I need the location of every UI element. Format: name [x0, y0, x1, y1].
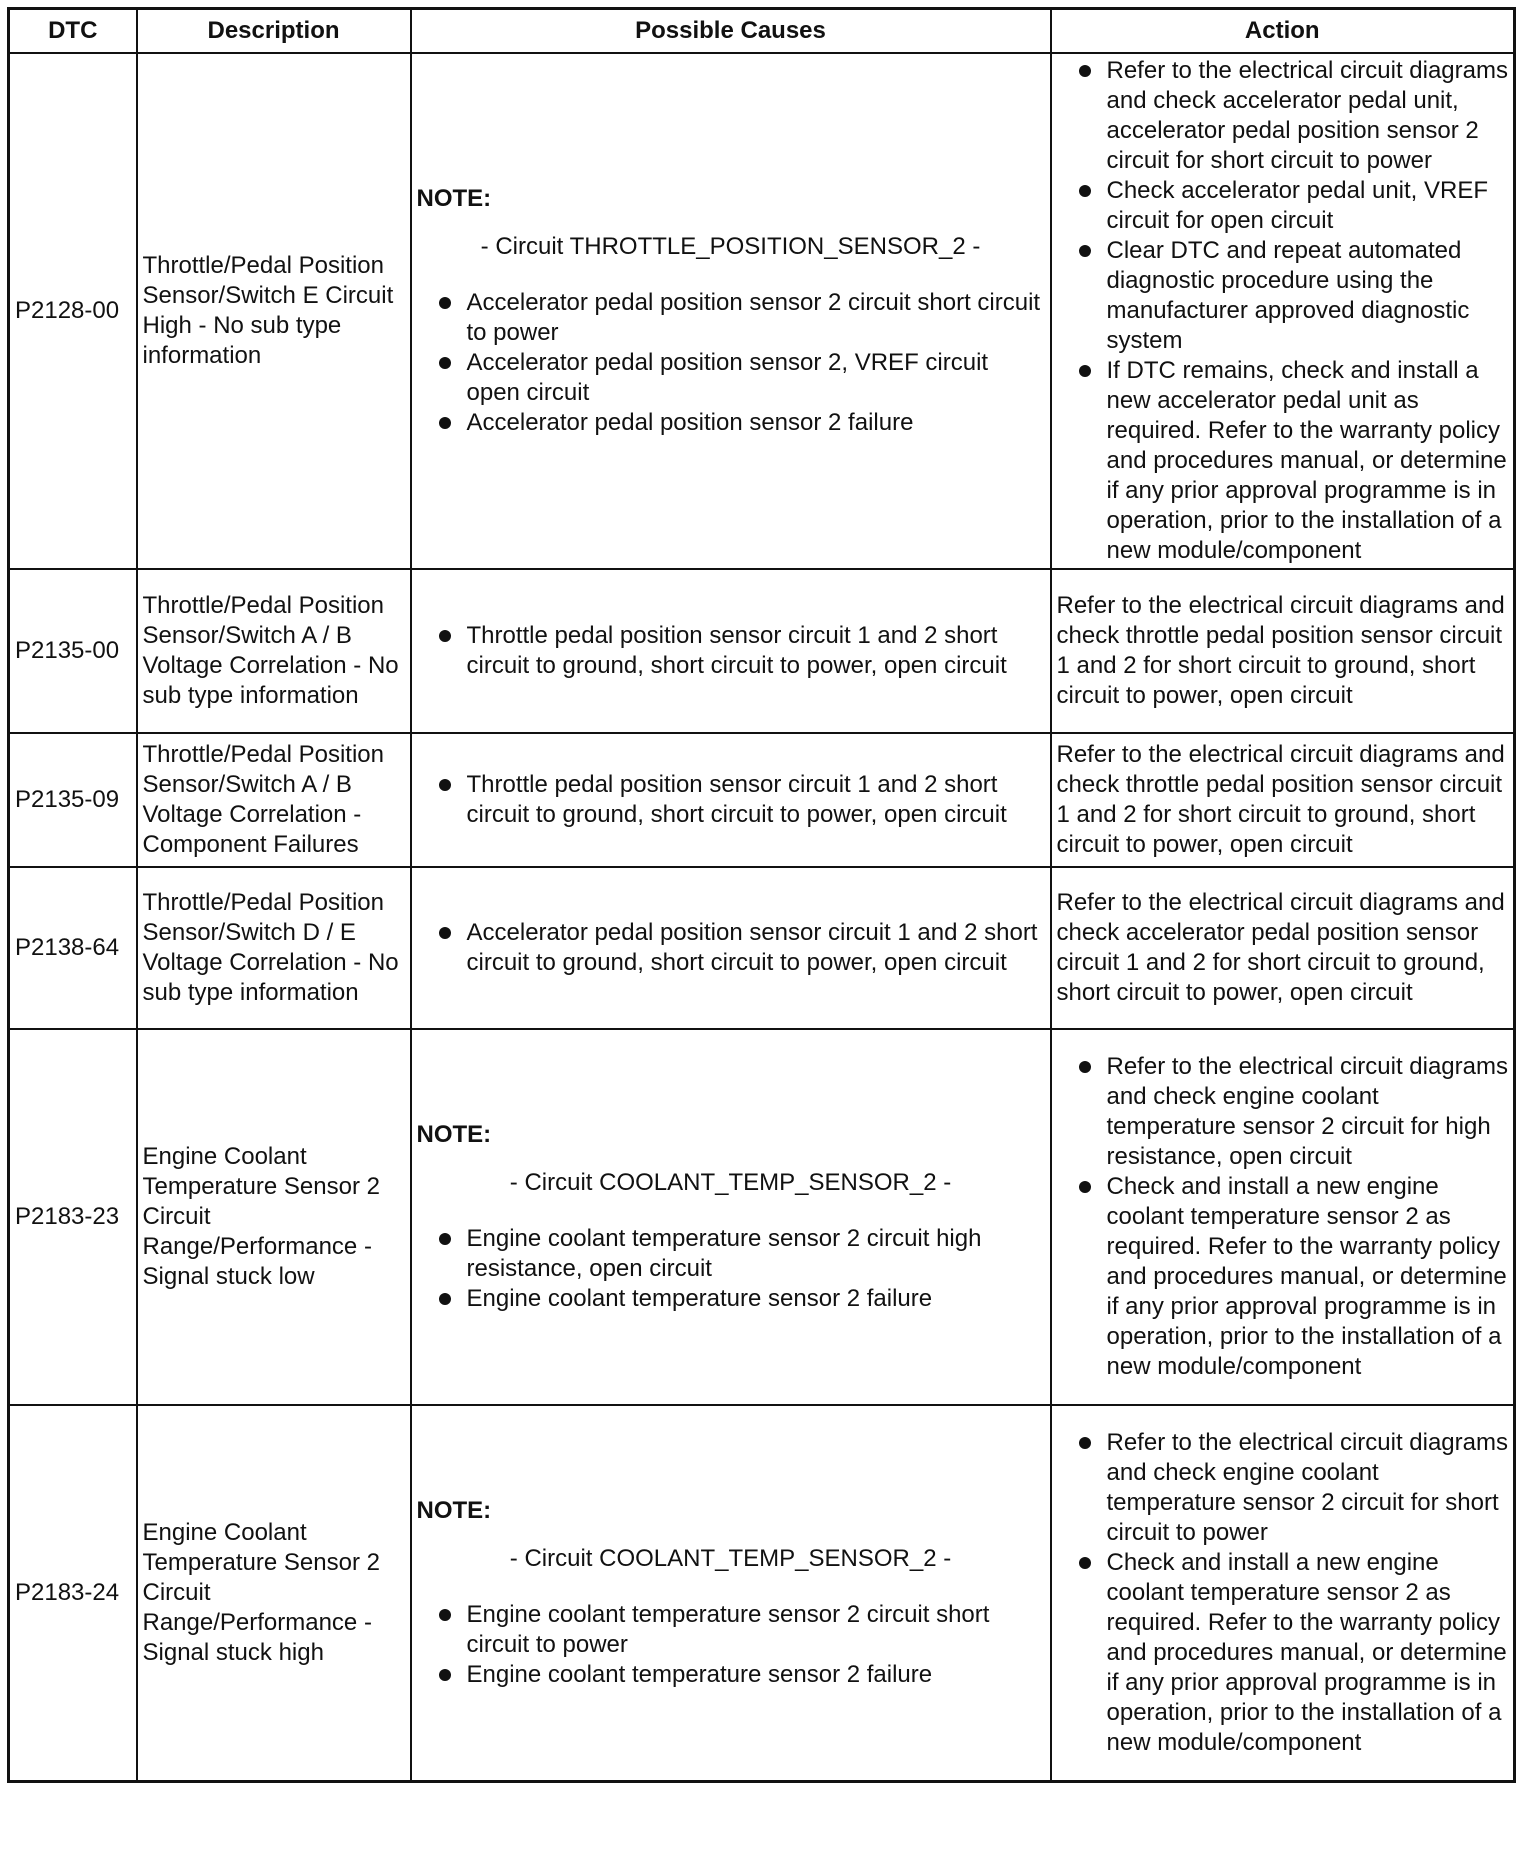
note-heading: NOTE:: [416, 1121, 492, 1148]
table-row: [9, 569, 1515, 733]
action-item: Refer to the electrical circuit diagrams and check accelerator pedal unit, accelerator pedal position sensor 2 circuit for short circuit to power: [1077, 56, 1509, 176]
circuit-name: - Circuit THROTTLE_POSITION_SENSOR_2 -: [480, 233, 981, 260]
dtc-description: Engine Coolant Temperature Sensor 2 Circuit Range/Performance - Signal stuck low: [137, 1029, 411, 1405]
note-heading: NOTE:: [416, 1496, 492, 1524]
action-item: Clear DTC and repeat automated diagnostic procedure using the manufacturer approved diagnostic system: [1077, 236, 1509, 356]
dtc-code: P2183-23: [9, 1029, 137, 1405]
cause-item: Engine coolant temperature sensor 2 failure: [437, 1284, 1045, 1314]
action: Refer to the electrical circuit diagrams and check accelerator pedal position sensor circuit 1 and 2 for short circuit to ground, short circuit to power, open circuit: [1051, 867, 1515, 1029]
action: Refer to the electrical circuit diagrams and check throttle pedal position sensor circuit 1 and 2 for short circuit to ground, short circuit to power, open circuit: [1051, 569, 1515, 733]
possible-causes: [411, 53, 1051, 569]
action-item: If DTC remains, check and install a new accelerator pedal unit as required. Refer to the warranty policy and procedures manual, or determine if any prior approval programme is in operation, prior to the installation of a new module/component: [1077, 356, 1509, 566]
dtc-description: Throttle/Pedal Position Sensor/Switch E Circuit High - No sub type information: [137, 53, 411, 569]
table-row: [9, 1405, 1515, 1781]
dtc-code: P2135-00: [9, 569, 137, 733]
cause-item: Accelerator pedal position sensor 2 circuit short circuit to power: [437, 288, 1045, 348]
cause-list: [417, 1600, 1045, 1690]
dtc-code: P2183-24: [9, 1405, 137, 1781]
cause-item: Accelerator pedal position sensor circuit 1 and 2 short circuit to ground, short circuit to power, open circuit: [437, 918, 1045, 978]
action-item: Check accelerator pedal unit, VREF circuit for open circuit: [1077, 176, 1509, 236]
note-heading: NOTE:: [416, 185, 492, 212]
possible-causes: [411, 1029, 1051, 1405]
header-description: Description: [137, 9, 411, 54]
action-list: [1057, 1428, 1509, 1758]
cause-item: Engine coolant temperature sensor 2 circuit short circuit to power: [437, 1600, 1045, 1660]
action-item: Refer to the electrical circuit diagrams and check engine coolant temperature sensor 2 circuit for short circuit to power: [1077, 1428, 1509, 1548]
dtc-description: Throttle/Pedal Position Sensor/Switch A / B Voltage Correlation - No sub type information: [137, 569, 411, 733]
cause-item: Engine coolant temperature sensor 2 failure: [437, 1660, 1045, 1690]
dtc-description: Throttle/Pedal Position Sensor/Switch D / E Voltage Correlation - No sub type information: [137, 867, 411, 1029]
header-causes: Possible Causes: [411, 9, 1051, 54]
cause-list: [417, 288, 1045, 438]
cause-item: Throttle pedal position sensor circuit 1 and 2 short circuit to ground, short circuit to power, open circuit: [437, 621, 1045, 681]
action: [1051, 1029, 1515, 1405]
action: Refer to the electrical circuit diagrams and check throttle pedal position sensor circuit 1 and 2 for short circuit to ground, short circuit to power, open circuit: [1051, 733, 1515, 867]
dtc-code: P2135-09: [9, 733, 137, 867]
table-row: [9, 1029, 1515, 1405]
dtc-code: P2138-64: [9, 867, 137, 1029]
cause-item: Engine coolant temperature sensor 2 circuit high resistance, open circuit: [437, 1224, 1045, 1284]
circuit-name: - Circuit COOLANT_TEMP_SENSOR_2 -: [509, 1169, 952, 1196]
possible-causes: [411, 867, 1051, 1029]
table-row: [9, 867, 1515, 1029]
action-list: [1057, 56, 1509, 566]
dtc-description: Throttle/Pedal Position Sensor/Switch A / B Voltage Correlation - Component Failures: [137, 733, 411, 867]
possible-causes: [411, 733, 1051, 867]
header-row: [9, 9, 1515, 54]
dtc-code: P2128-00: [9, 53, 137, 569]
cause-list: [417, 770, 1045, 830]
cause-list: [417, 1224, 1045, 1314]
dtc-description: Engine Coolant Temperature Sensor 2 Circuit Range/Performance - Signal stuck high: [137, 1405, 411, 1781]
action-item: Check and install a new engine coolant temperature sensor 2 as required. Refer to the warranty policy and procedures manual, or determine if any prior approval programme is in operation, prior to the installation of a new module/component: [1077, 1548, 1509, 1758]
cause-item: Accelerator pedal position sensor 2, VREF circuit open circuit: [437, 348, 1045, 408]
cause-list: [417, 621, 1045, 681]
table-row: [9, 733, 1515, 867]
possible-causes: [411, 569, 1051, 733]
action-item: Check and install a new engine coolant temperature sensor 2 as required. Refer to the warranty policy and procedures manual, or determine if any prior approval programme is in operation, prior to the installation of a new module/component: [1077, 1172, 1509, 1382]
action-list: [1057, 1052, 1509, 1382]
cause-list: [417, 918, 1045, 978]
possible-causes: [411, 1405, 1051, 1781]
header-action: Action: [1051, 9, 1515, 54]
dtc-table: [7, 7, 1516, 1783]
cause-item: Throttle pedal position sensor circuit 1 and 2 short circuit to ground, short circuit to power, open circuit: [437, 770, 1045, 830]
cause-item: Accelerator pedal position sensor 2 failure: [437, 408, 1045, 438]
circuit-name: - Circuit COOLANT_TEMP_SENSOR_2 -: [509, 1544, 952, 1572]
table-row: [9, 53, 1515, 569]
header-dtc: DTC: [9, 9, 137, 54]
action: [1051, 1405, 1515, 1781]
action: [1051, 53, 1515, 569]
action-item: Refer to the electrical circuit diagrams and check engine coolant temperature sensor 2 circuit for high resistance, open circuit: [1077, 1052, 1509, 1172]
